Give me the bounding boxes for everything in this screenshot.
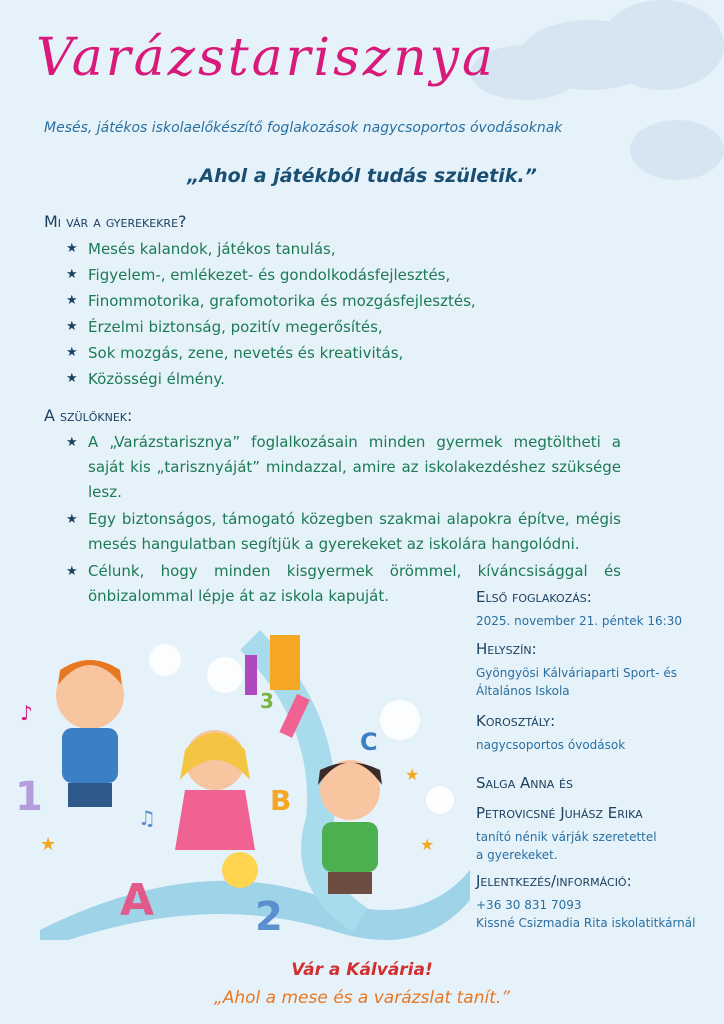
ball-icon: [222, 852, 258, 888]
star-icon: ★: [66, 241, 78, 256]
list-item: ★ Figyelem-, emlékezet- és gondolkodásfejlesztés,: [66, 262, 476, 288]
age-group-value: nagycsoportos óvodások: [476, 738, 626, 752]
teachers-note-line1: tanító nénik várják szeretettel: [476, 830, 657, 844]
star-icon: ★: [66, 319, 78, 334]
number-2: 2: [255, 894, 283, 940]
teachers-block: [476, 768, 716, 864]
child-shorts: [328, 872, 372, 894]
page-title: Varázstarisznya: [36, 28, 497, 88]
list-item: ★ Egy biztonságos, támogató közegben szakmai alapokra építve, mégis mesés hangulatban segítjük a gyerekeket az iskolára hangolódni.: [66, 507, 621, 557]
star-icon: ★: [66, 345, 78, 360]
number-1: 1: [15, 774, 43, 820]
list-item: ★ Érzelmi biztonság, pozitív megerősítés,: [66, 314, 476, 340]
music-note-icon: ♪: [20, 701, 33, 725]
teachers-name-line2: Petrovicsné Juhász Erika: [476, 804, 643, 822]
star-icon: ★: [66, 293, 78, 308]
star-icon: ★: [66, 371, 78, 386]
location-block: [476, 640, 716, 700]
contact-label: Jelentkezés/információ:: [476, 872, 632, 890]
first-session-block: [476, 588, 716, 630]
child-shirt: [322, 822, 378, 872]
parents-section-heading: A szülőknek:: [44, 406, 133, 425]
location-value-line2: Általános Iskola: [476, 684, 570, 698]
cloud-decoration: [600, 0, 724, 90]
motto: „Ahol a játékból tudás születik.”: [187, 165, 537, 187]
star-icon: ★: [405, 765, 420, 784]
subtitle: Mesés, játékos iskolaelőkészítő foglakozások nagycsoportos óvodásoknak: [44, 120, 563, 136]
first-session-label: Első foglakozás:: [476, 588, 592, 606]
star-icon: ★: [420, 835, 435, 854]
list-item: ★ A „Varázstarisznya” foglalkozásain minden gyermek megtöltheti a saját kis „tarisznyáját” mindazzal, amire az iskolakezdéshez szüksége lesz.: [66, 430, 621, 505]
contact-phone: +36 30 831 7093: [476, 898, 582, 912]
list-item: ★ Mesés kalandok, játékos tanulás,: [66, 236, 476, 262]
star-icon: ★: [66, 435, 78, 450]
letter-b: B: [270, 784, 292, 817]
child-shorts: [68, 783, 112, 807]
age-group-label: Korosztály:: [476, 712, 556, 730]
cloud-decoration: [207, 657, 243, 693]
teachers-name-line1: Salga Anna és: [476, 774, 573, 792]
children-illustration: [0, 600, 470, 940]
cloud-decoration: [380, 700, 420, 740]
footer-slogan: Vár a Kálvária!: [291, 960, 433, 980]
star-icon: ★: [40, 834, 57, 855]
teachers-note-line2: a gyerekeket.: [476, 848, 558, 862]
contact-block: [476, 872, 716, 932]
star-icon: ★: [66, 512, 78, 527]
child-dress: [175, 790, 255, 850]
cloud-decoration: [426, 786, 454, 814]
list-item: ★ Finommotorika, grafomotorika és mozgásfejlesztés,: [66, 288, 476, 314]
child-shirt: [62, 728, 118, 783]
crayon-icon: [245, 655, 257, 695]
cloud-decoration: [149, 644, 181, 676]
crayon-icon: [270, 635, 300, 690]
kids-list: [66, 236, 476, 392]
footer-motto: „Ahol a mese és a varázslat tanít.”: [213, 988, 511, 1008]
letter-a: A: [120, 875, 155, 926]
letter-c: C: [360, 728, 378, 756]
number-3: 3: [260, 689, 274, 713]
star-icon: ★: [66, 267, 78, 282]
first-session-value: 2025. november 21. péntek 16:30: [476, 614, 682, 628]
list-item: ★ Célunk, hogy minden kisgyermek örömmel, kíváncsisággal és önbizalommal lépje át az iskola kapuját.: [66, 559, 621, 609]
contact-person: Kissné Csizmadia Rita iskolatitkárnál: [476, 916, 696, 930]
list-item: ★ Közösségi élmény.: [66, 366, 476, 392]
star-icon: ★: [66, 564, 78, 579]
music-note-icon: ♫: [138, 806, 156, 830]
list-item: ★ Sok mozgás, zene, nevetés és kreativitás,: [66, 340, 476, 366]
location-label: Helyszín:: [476, 640, 537, 658]
age-group-block: [476, 712, 716, 754]
location-value-line1: Gyöngyösi Kálváriaparti Sport- és: [476, 666, 677, 680]
parents-list: [66, 430, 621, 611]
kids-section-heading: Mi vár a gyerekekre?: [44, 212, 187, 231]
